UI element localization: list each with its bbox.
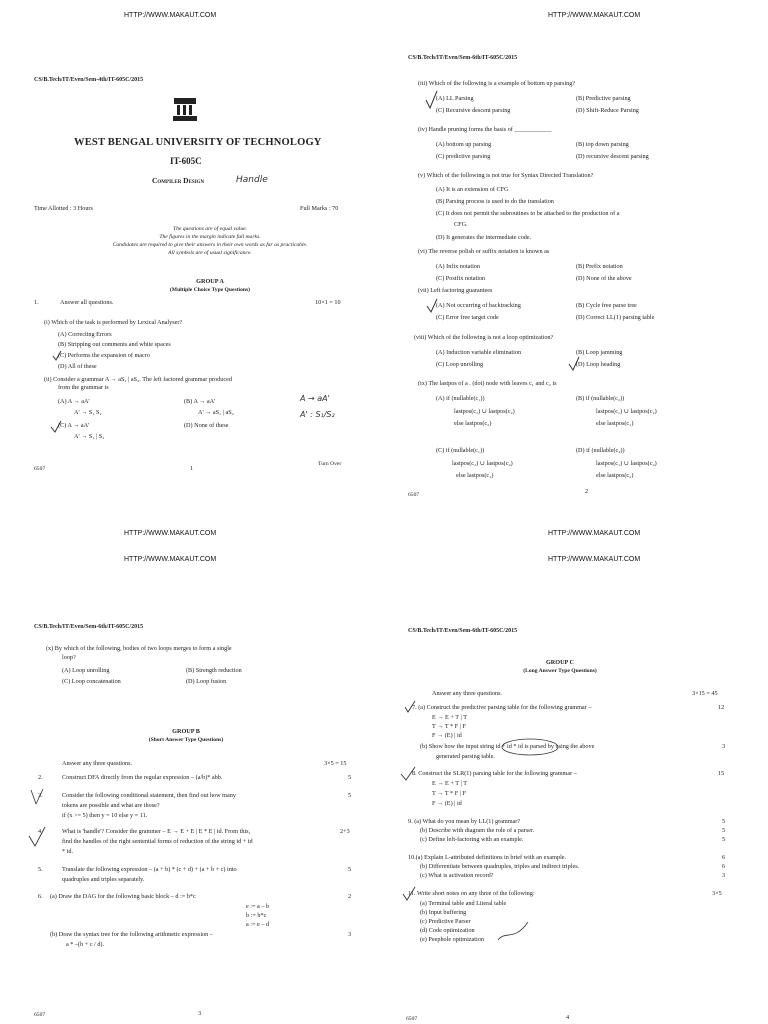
question-text: from the grammar is	[58, 384, 109, 391]
option: (D) Loop heading	[576, 361, 621, 368]
site-url: HTTP://WWW.MAKAUT.COM	[548, 530, 641, 537]
group-title: GROUP B	[172, 728, 200, 735]
university-name: WEST BENGAL UNIVERSITY OF TECHNOLOGY	[74, 137, 322, 148]
group-subtitle: (Multiple Choice Type Questions)	[169, 287, 251, 293]
option: (A) LL Parsing	[436, 95, 474, 102]
option: (C) Loop unrolling	[436, 361, 484, 368]
instruction-line: The questions are of equal value.	[172, 226, 248, 232]
question-text: (x) By which of the following, bodies of two loops merges to form a single	[46, 645, 232, 652]
option: (C) Loop concatenation	[62, 678, 121, 685]
question-number: 1.	[34, 299, 39, 306]
question-text: generated parsing table.	[436, 753, 495, 760]
grammar-line: F → (E) | id	[432, 800, 462, 807]
question-text: (vi) The reverse polish or suffix notation is known as	[418, 248, 550, 255]
check-mark-icon	[424, 90, 438, 112]
question-marks: 2+3	[340, 828, 350, 835]
option: (B) if (nullable(c₂))	[576, 395, 625, 402]
question-text: (v) Which of the following is not true for Syntax Directed Translation?	[418, 172, 594, 179]
question-marks: 12	[718, 704, 725, 711]
option: else lastpos(c₂)	[454, 420, 492, 427]
option: lastpos(c₁) ∪ lastpos(c₂)	[454, 408, 515, 415]
check-mark-icon	[50, 420, 62, 434]
option: (C) It does not permit the subroutines to be attached to the production of a	[436, 210, 620, 217]
question-number: 4.	[38, 828, 43, 835]
instruction-marks: 3×5 = 15	[324, 760, 347, 767]
option: (C) A → aA'	[58, 422, 90, 429]
option: A' → S₁ | S₂	[74, 433, 105, 440]
footer-code: 6507	[408, 492, 420, 498]
check-mark-icon	[404, 700, 416, 714]
question-text: (c) Define left-factoring with an example.	[420, 836, 524, 843]
option: (D) if (nullable(c₂))	[576, 447, 625, 454]
question-text: (vii) Left factoring guarantees	[418, 287, 493, 294]
option: (A) if (nullable(c₁))	[436, 395, 485, 402]
option: (C) if (nullable(c₁))	[436, 447, 485, 454]
note-item: (e) Peephole optimization	[420, 936, 484, 943]
question-text: (ix) The lastpos of a . (dot) node with leaves c₁ and c₂ is	[418, 380, 557, 387]
page-number: 3	[198, 1010, 202, 1017]
option: lastpos(c₂) ∪ lastpos(c₂)	[452, 460, 513, 467]
question-text: (iv) Handle pruning forms the basis of ____________	[418, 126, 552, 133]
question-text: 8. Construct the SLR(1) parsing table for the following grammar –	[412, 770, 577, 777]
instruction-line: All symbols are of usual significance.	[168, 250, 252, 256]
question-text: loop?	[62, 654, 76, 661]
option: (A) A → aA'	[58, 398, 90, 405]
code-line: a := e – d	[246, 921, 270, 928]
option: else lastpos(c₂)	[596, 472, 634, 479]
question-text: * id.	[62, 848, 74, 855]
option: (B) Cycle free parse tree	[576, 302, 637, 309]
question-marks: 3	[722, 743, 726, 750]
footer-code: 6507	[34, 1012, 46, 1018]
grammar-line: F → (E) | id	[432, 732, 462, 739]
question-number: 5.	[38, 866, 43, 873]
question-text: 7. (a) Construct the predictive parsing table for the following grammar –	[412, 704, 592, 711]
option: lastpos(c₁) ∪ lastpos(c₂)	[596, 460, 657, 467]
check-mark-icon	[30, 788, 44, 806]
option: (C) Performs the expansion of macro	[58, 352, 150, 359]
handwritten-note: Handle	[236, 175, 268, 185]
option: (D) All of these	[58, 363, 97, 370]
grammar-line: E → E + T | T	[432, 714, 467, 721]
option: (B) Strength reduction	[186, 667, 242, 674]
question-text: 10.(a) Explain L-attributed definitions in brief with an example.	[408, 854, 567, 861]
question-number: 6.	[38, 893, 43, 900]
option: (D) Correct LL(1) parsing table	[576, 314, 655, 321]
site-url: HTTP://WWW.MAKAUT.COM	[124, 530, 217, 537]
question-text: 11. Write short notes on any three of the following:	[408, 890, 535, 897]
question-text: (ii) Consider a grammar A → aS₁ | aS₂. The left factored grammar produced	[44, 376, 232, 383]
option: (B) top down parsing	[576, 141, 629, 148]
question-text: (b) Draw the syntax tree for the following arithmetic expression –	[50, 931, 213, 938]
instruction-line: Candidates are required to give their answers in their own words as far as practicable.	[112, 242, 308, 248]
option: (B) Loop jamming	[576, 349, 623, 356]
question-marks: 3	[722, 872, 726, 879]
question-marks: 5	[722, 818, 726, 825]
question-text: a * –(b + c / d).	[66, 941, 105, 948]
instruction-line: The figures in the margin indicate full marks.	[159, 234, 261, 240]
turn-over: Turn Over	[318, 461, 342, 467]
option: (A) bottom up parsing	[436, 141, 492, 148]
instruction: Answer any three questions.	[432, 690, 503, 697]
note-item: (a) Terminal table and Literal table	[420, 900, 507, 907]
option: (C) Postfix notation	[436, 275, 486, 282]
paper-code-header: CS/B.Tech/IT/Even/Sem-6th/IT-605C/2015	[408, 55, 518, 61]
question-text: 9. (a) What do you mean by LL(1) grammar?	[408, 818, 521, 825]
question-marks: 5	[348, 774, 352, 781]
option: (A) Not occurring of backtracking	[436, 302, 521, 309]
question-text: Consider the following conditional statement, then find out how many	[62, 792, 236, 799]
paper-code-header: CS/B.Tech/IT/Even/Sem-6th/IT-605C/2015	[34, 624, 144, 630]
check-mark-icon	[426, 298, 438, 314]
check-mark-icon	[400, 766, 416, 782]
option: (D) None of the above	[576, 275, 632, 282]
question-marks: 6	[722, 863, 726, 870]
full-marks: Full Marks : 70	[300, 205, 339, 212]
group-subtitle: (Short Answer Type Questions)	[148, 737, 224, 743]
question-text: Answer all questions.	[60, 299, 114, 306]
pen-scribble-icon	[496, 920, 530, 944]
question-text: (b) Differentiate between quadruples, triples and indirect triples.	[420, 863, 580, 870]
question-text: (i) Which of the task is performed by Lexical Analyser?	[44, 319, 183, 326]
question-text: tokens are possible and what are those?	[62, 802, 160, 809]
option: (C) predictive parsing	[436, 153, 491, 160]
question-text: (b) Describe with diagram the role of a parser.	[420, 827, 535, 834]
option: (A) It is an extension of CFG	[436, 186, 509, 193]
option: (A) Induction variable elimination	[436, 349, 522, 356]
option: else lastpos(c₁)	[456, 472, 494, 479]
question-text: Translate the following expression – (a + b) * (c + d) + (a + b + c) into	[62, 866, 237, 873]
question-text: quadruples and triples separately.	[62, 876, 145, 883]
paper-title: Compiler Design	[152, 176, 205, 185]
option: lastpos(c₁) ∪ lastpos(c₂)	[596, 408, 657, 415]
code-line: b := b*c	[246, 912, 267, 919]
option: (A) Correcting Errors	[58, 331, 112, 338]
note-item: (b) Input buffering	[420, 909, 467, 916]
option: (D) Shift-Reduce Parsing	[576, 107, 639, 114]
option: (B) A → aA'	[184, 398, 216, 405]
question-text: (b) Show how the input string id + id * id is parsed by using the above	[420, 743, 595, 750]
time-allotted: Time Allotted : 3 Hours	[34, 205, 93, 212]
question-marks: 6	[722, 854, 726, 861]
group-title: GROUP C	[545, 659, 574, 666]
question-marks: 15	[718, 770, 725, 777]
site-url: HTTP://WWW.MAKAUT.COM	[124, 12, 217, 19]
page-number: 2	[585, 488, 589, 495]
question-text: (viii) Which of the following is not a loop optimization?	[414, 334, 554, 341]
option: (B) Stripping out comments and white spaces	[58, 341, 171, 348]
option: CFG.	[454, 221, 468, 228]
paper-code-header: CS/B.Tech/IT/Even/Sem-6th/IT-605C/2015	[408, 628, 518, 634]
option: (A) Infix notation	[436, 263, 480, 270]
site-url: HTTP://WWW.MAKAUT.COM	[548, 12, 641, 19]
question-marks: 10×1 = 10	[315, 299, 341, 306]
paper-code: IT-605C	[170, 156, 202, 166]
page-number: 4	[566, 1014, 570, 1021]
question-marks: 3×5	[712, 890, 722, 897]
question-marks: 5	[348, 866, 352, 873]
question-text: Construct DFA directly from the regular expression – (a/b)* abb.	[62, 774, 223, 781]
question-text: (iii) Which of the following is a example of bottom up parsing?	[418, 80, 576, 87]
option: (C) Error free target code	[436, 314, 499, 321]
check-mark-icon	[568, 356, 580, 372]
note-item: (d) Code optimization	[420, 927, 475, 934]
question-text: if (x >= 5) then y = 10 else y = 11.	[62, 812, 148, 819]
option: (D) recursive descent parsing	[576, 153, 649, 160]
note-item: (c) Predictive Parser	[420, 918, 471, 925]
paper-code-header: CS/B.Tech/IT/Even/Sem-4th/IT-605C/2015	[34, 77, 144, 83]
question-marks: 2	[348, 893, 352, 900]
option: (C) Recursive descent parsing	[436, 107, 511, 114]
site-url: HTTP://WWW.MAKAUT.COM	[124, 556, 217, 563]
check-mark-icon	[52, 350, 62, 362]
question-marks: 5	[348, 792, 352, 799]
option: A' → aS₁ | aS₂	[198, 409, 234, 416]
check-mark-icon	[28, 826, 46, 848]
handwritten-note: A → aA'	[300, 394, 330, 403]
option: (B) Predictive parsing	[576, 95, 631, 102]
annotation-circle	[500, 738, 560, 756]
question-text: (c) What is activation record?	[420, 872, 494, 879]
option: (D) It generates the intermediate code.	[436, 234, 532, 241]
handwritten-note: A' : S₁/S₂	[300, 410, 335, 419]
question-marks: 5	[722, 827, 726, 834]
footer-code: 6507	[34, 466, 46, 472]
university-logo	[170, 95, 200, 125]
option: A' → S₁ S₂	[74, 409, 102, 416]
footer-code: 6507	[406, 1016, 418, 1022]
group-subtitle: (Long Answer Type Questions)	[523, 668, 597, 674]
question-marks: 5	[722, 836, 726, 843]
site-url: HTTP://WWW.MAKAUT.COM	[548, 556, 641, 563]
question-number: 3.	[38, 792, 43, 799]
grammar-line: T → T * F | F	[432, 790, 466, 797]
option: (D) None of these	[184, 422, 229, 429]
instruction: Answer any three questions.	[62, 760, 133, 767]
option: (D) Loop fusion	[186, 678, 227, 685]
option: (B) Prefix notation	[576, 263, 623, 270]
question-marks: 3	[348, 931, 352, 938]
question-text: What is 'handle'? Consider the grammer – E → E + E | E * E | id. From this,	[62, 828, 251, 835]
question-text: find the handles of the right sentential forms of reduction of the string id + id	[62, 838, 253, 845]
code-line: e := a – b	[246, 903, 270, 910]
grammar-line: T → T * F | F	[432, 723, 466, 730]
check-mark-icon	[402, 886, 416, 902]
option: (A) Loop unrolling	[62, 667, 110, 674]
question-text: (a) Draw the DAG for the following basic block – d := b*c	[50, 893, 196, 900]
option: else lastpos(c₁)	[596, 420, 634, 427]
instruction-marks: 3×15 = 45	[692, 690, 718, 697]
page-number: 1	[190, 465, 194, 472]
group-title: GROUP A	[196, 278, 224, 285]
question-number: 2.	[38, 774, 43, 781]
grammar-line: E → E + T | T	[432, 780, 467, 787]
option: (B) Parsing process is used to do the translation	[436, 198, 554, 205]
